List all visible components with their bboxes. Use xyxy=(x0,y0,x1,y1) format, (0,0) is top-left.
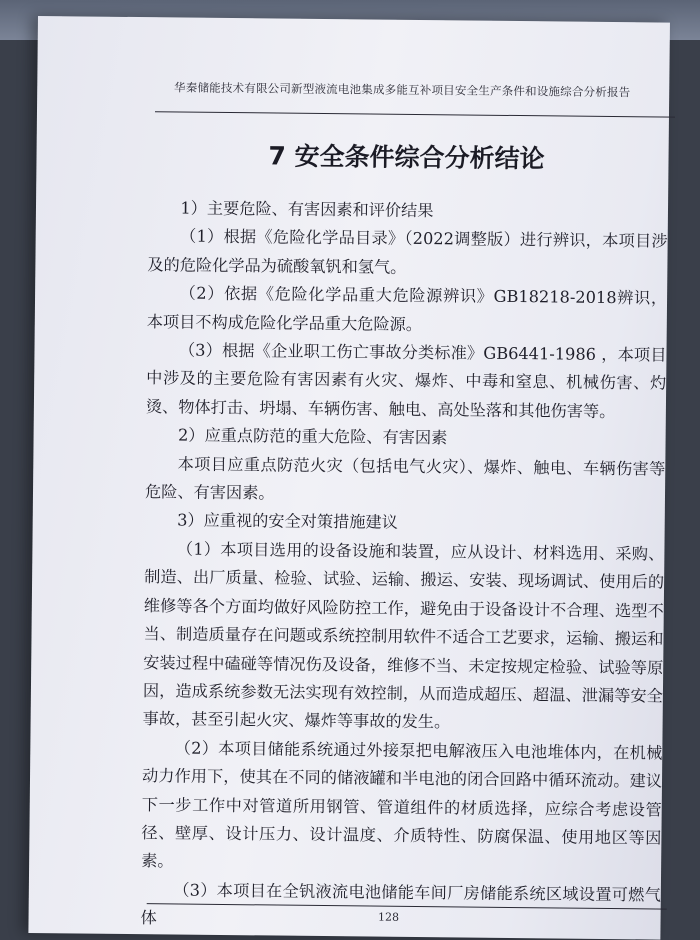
header-rule xyxy=(155,111,675,117)
paragraph: （3）根据《企业职工伤亡事故分类标准》GB6441-1986 ，本项目中涉及的主要危险有害因素有火灾、爆炸、中毒和窒息、机械伤害、灼烫、物体打击、坍塌、车辆伤害、触电、高处坠落和其他伤害等。 xyxy=(145,340,667,421)
document-page xyxy=(28,16,670,940)
body-text xyxy=(140,194,668,938)
paragraph: （3）本项目在全钒液流电池储能车间厂房储能系统区域设置可燃气体 xyxy=(140,880,661,928)
paragraph: （2）依据《危险化学品重大危险源辨识》GB18218-2018辨识，本项目不构成危险化学品重大危险源。 xyxy=(146,283,668,334)
chapter-title: 7 安全条件综合分析结论 xyxy=(268,141,545,174)
paragraph: （2）本项目储能系统通过外接泵把电解液压入电池堆体内，在机械动力作用下，使其在不同的储液罐和半电池的闭合回路中循环流动。建议下一步工作中对管道所用钢管、管道组件的材质选择，应综合考虑设管径、壁厚、设计压力、设计温度、介质特性、防腐保温、使用地区等因素。 xyxy=(141,738,663,871)
paragraph: 本项目应重点防范火灾（包括电气火灾）、爆炸、触电、车辆伤害等危险、有害因素。 xyxy=(144,454,666,503)
section-heading-1: 1）主要危险、有害因素和评价结果 xyxy=(180,198,434,221)
paragraph: （1）根据《危险化学品目录》（2022调整版）进行辨识，本项目涉及的危险化学品为硫酸氧钒和氢气。 xyxy=(147,226,668,277)
page-number: 128 xyxy=(378,910,400,924)
section-heading-2: 2）应重点防范的重大危险、有害因素 xyxy=(177,425,448,448)
running-header: 华秦储能技术有限公司新型液流电池集成多能互补项目安全生产条件和设施综合分析报告 xyxy=(174,80,631,100)
paragraph: （1）本项目选用的设备设施和装置，应从设计、材料选用、采购、制造、出厂质量、检验、试验、运输、搬运、安装、现场调试、使用后的维修等各个方面均做好风险防控工作，避免由于设备设计不合理、选型不当、制造质量存在问题或系统控制用软件不适合工艺要求，运输、搬运和安装过程中磕碰等情况伤及设备，维修不当、未定按规定检验、试验等原因，造成系统参数无法实现有效控制，从而造成超压、超温、泄漏等安全事故，甚至引起火灾、爆炸等事故的发生。 xyxy=(142,539,665,732)
section-heading-3: 3）应重视的安全对策措施建议 xyxy=(177,510,398,533)
